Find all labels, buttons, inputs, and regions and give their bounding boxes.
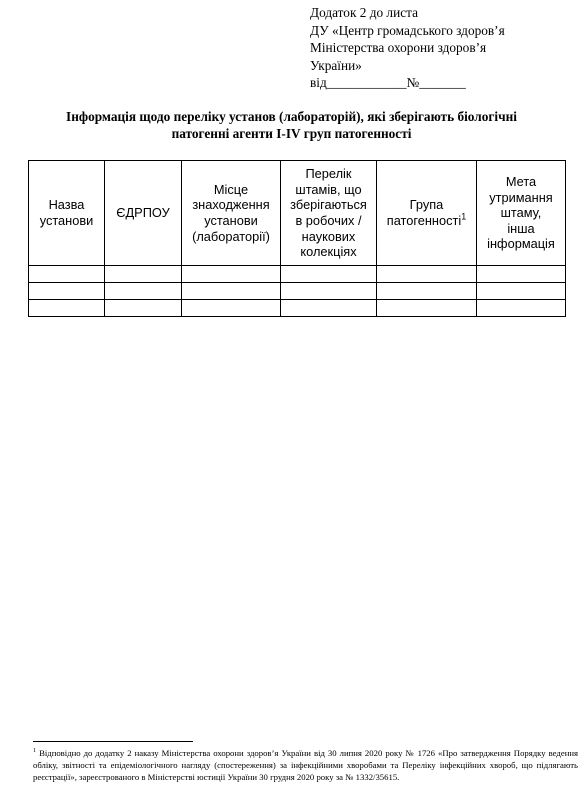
annex-line-4: України» xyxy=(310,57,362,73)
table-row xyxy=(29,283,566,300)
table-cell[interactable] xyxy=(377,300,477,317)
footnote-text: Відповідно до додатку 2 наказу Міністерства охорони здоров’я України від 30 липня 2020 року № 1726 «Про затвердження Порядку ведення обліку, звітності та епідеміологічного нагляду (спостереження) за інфекційними хворобами та Переліку інфекційних хвороб, що підлягають реєстрації», зареєстрованого в Міністерстві юстиції України 30 грудня 2020 року за № 1332/35615. xyxy=(33,748,578,782)
annex-line-1: Додаток 2 до листа xyxy=(310,5,418,20)
table-cell[interactable] xyxy=(29,266,105,283)
annex-line-3: Міністерства охорони здоров’я xyxy=(310,40,487,55)
title-line-1: Інформація щодо переліку установ (лабораторій), які зберігають біологічні xyxy=(66,109,517,124)
table-cell[interactable] xyxy=(182,300,281,317)
table-cell[interactable] xyxy=(477,283,566,300)
table-cell[interactable] xyxy=(377,266,477,283)
table-cell[interactable] xyxy=(377,283,477,300)
annex-block xyxy=(310,4,580,92)
annex-line-2: ДУ «Центр громадського здоров’я xyxy=(310,22,505,38)
table-cell[interactable] xyxy=(182,283,281,300)
table-cell[interactable] xyxy=(105,283,182,300)
header-edrpou: ЄДРПОУ xyxy=(105,161,182,266)
table-cell[interactable] xyxy=(105,300,182,317)
header-strain-list: Перелік штамів, що зберігаються в робочих / наукових колекціях xyxy=(281,161,377,266)
document-title xyxy=(10,108,573,142)
header-purpose: Мета утримання штаму, інша інформація xyxy=(477,161,566,266)
table-cell[interactable] xyxy=(477,300,566,317)
table-cell[interactable] xyxy=(281,266,377,283)
table-cell[interactable] xyxy=(281,300,377,317)
table-cell[interactable] xyxy=(29,283,105,300)
footnote xyxy=(33,747,578,783)
title-line-2: патогенні агенти І-IV груп патогенності xyxy=(171,126,412,141)
table-row xyxy=(29,300,566,317)
footnote-number: 1 xyxy=(33,748,37,755)
header-location: Місце знаходження установи (лабораторії) xyxy=(182,161,281,266)
table-cell[interactable] xyxy=(281,283,377,300)
header-institution-name: Назва установи xyxy=(29,161,105,266)
table-cell[interactable] xyxy=(182,266,281,283)
annex-line-5: від____________№_______ xyxy=(310,75,466,90)
table-cell[interactable] xyxy=(29,300,105,317)
footnote-ref-marker: 1 xyxy=(461,211,467,222)
footnote-separator xyxy=(33,741,193,742)
institutions-table xyxy=(28,160,566,317)
table-row xyxy=(29,266,566,283)
header-pathogenicity-group: Група патогенності$^1$ xyxy=(377,161,477,266)
table-cell[interactable] xyxy=(105,266,182,283)
table-cell[interactable] xyxy=(477,266,566,283)
header-row xyxy=(29,161,566,266)
